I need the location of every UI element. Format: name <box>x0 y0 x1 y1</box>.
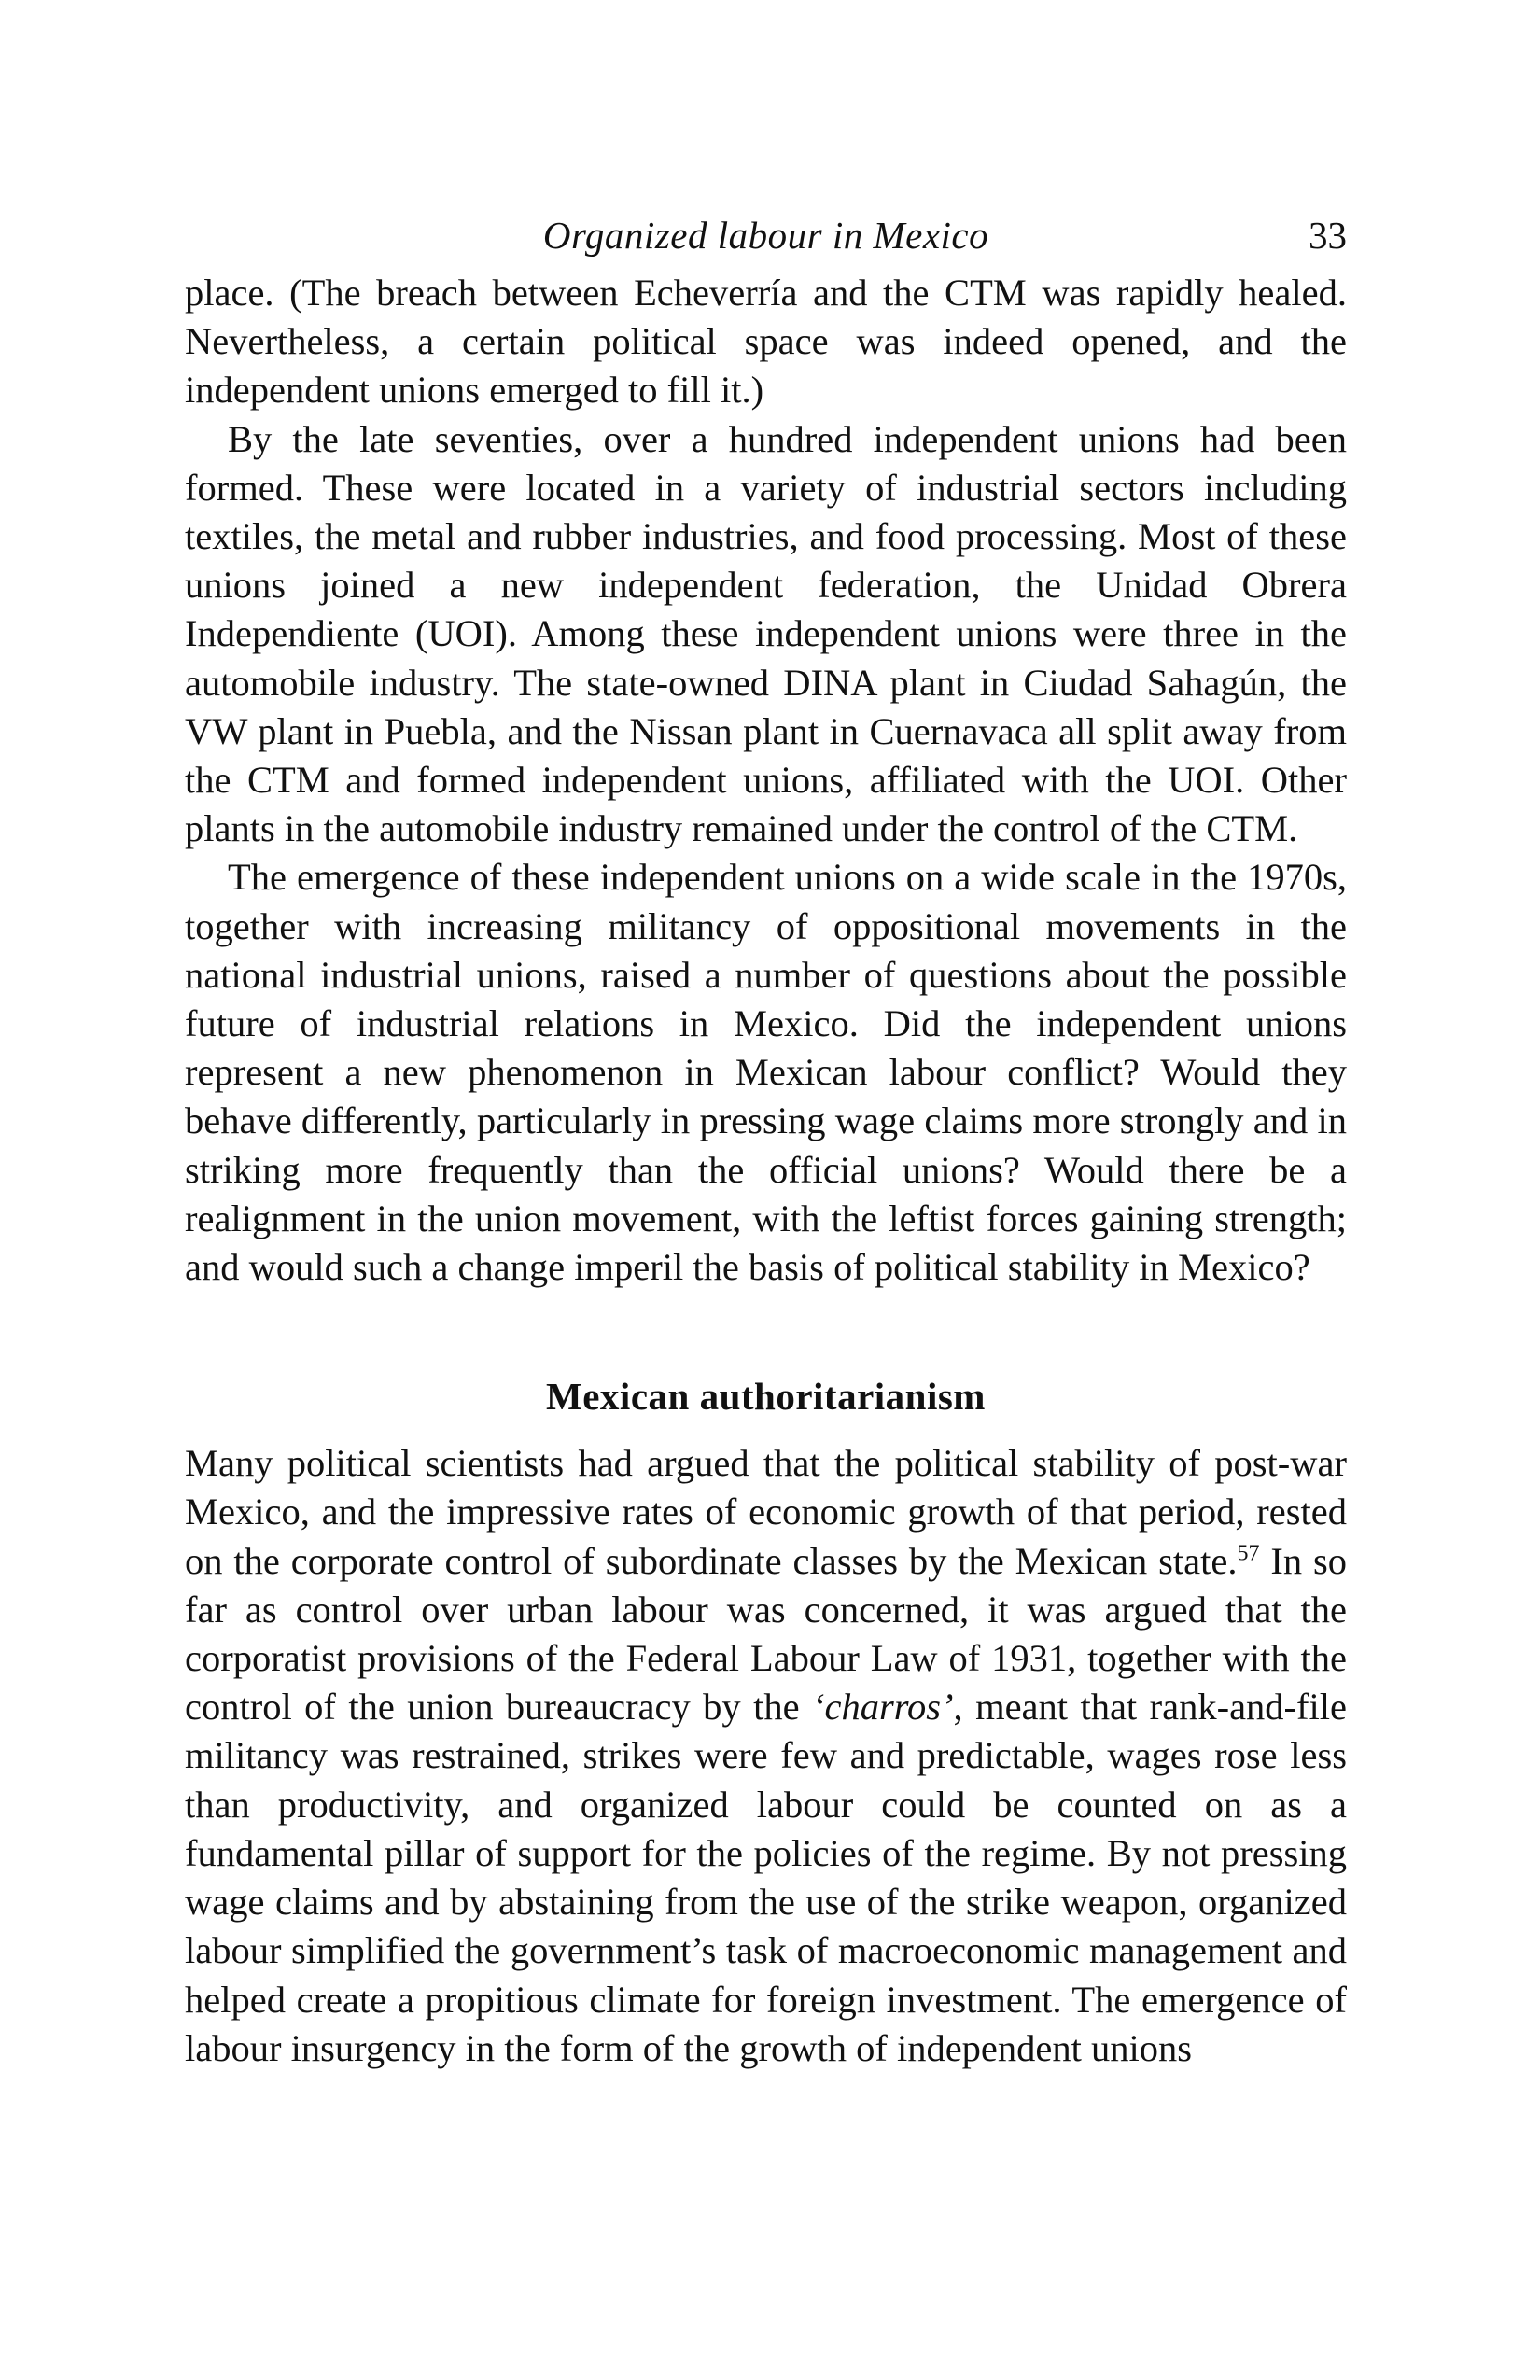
footnote-marker: 57 <box>1237 1541 1260 1566</box>
page-number: 33 <box>1309 214 1347 257</box>
paragraph-continuation: place. (The breach between Echeverría and the CTM was rapidly healed. Nevertheless, a certain political space was indeed opened, and the independent unions emerged to fill it.) <box>185 272 1347 412</box>
paragraph-text-part: , meant that rank-and-file militancy was restrained, strikes were few and predictable, wages rose less than productivity, and organized labour could be counted on as a fundamental pillar of support for the policies of the regime. By not pressing wage claims and by abstaining from the use of the strike weapon, organized labour simplified the government’s task of macroeconomic management and helped create a propitious climate for foreign investment. The emergence of labour insurgency in the form of the growth of independent unions <box>185 1686 1347 2069</box>
paragraph-authoritarianism <box>185 1439 1347 2073</box>
section-heading: Mexican authoritarianism <box>546 1375 986 1419</box>
paragraph-independent-unions: By the late seventies, over a hundred independent unions had been formed. These were located in a variety of industrial sectors including textiles, the metal and rubber industries, and food processing. Most of these unions joined a new independent federation, the Unidad Obrera Independiente (UOI). Among these independent unions were three in the automobile industry. The state-owned DINA plant in Ciudad Sahagún, the VW plant in Puebla, and the Nissan plant in Cuernavaca all split away from the CTM and formed independent unions, affiliated with the UOI. Other plants in the automobile industry remained under the control of the CTM. <box>185 417 1347 850</box>
running-title: Organized labour in Mexico <box>542 214 989 257</box>
running-head <box>185 213 1347 269</box>
paragraph-text-part: Many political scientists had argued that the political stability of post-war Mexico, and the impressive rates of economic growth of that period, rested on the corporate control of subordinate classes by the Mexican state. <box>185 1442 1347 1582</box>
paragraph-emergence-questions: The emergence of these independent unions on a wide scale in the 1970s, together with increasing militancy of oppositional movements in the national industrial unions, raised a number of questions about the possible future of industrial relations in Mexico. Did the independent unions represent a new phenomenon in Mexican labour conflict? Would they behave differently, particularly in pressing wage claims more strongly and in striking more frequently than the official unions? Would there be a realignment in the union movement, with the leftist forces gaining strength; and would such a change imperil the basis of political stability in Mexico? <box>185 856 1347 1289</box>
book-page <box>185 213 1347 2073</box>
paragraph-text-part: In so far as control over urban labour was concerned, it was argued that the corporatist provisions of the Federal Labour Law of 1931, together with the control of the union bureaucracy by the <box>185 1539 1347 1729</box>
italic-term: ‘charros’ <box>812 1686 954 1729</box>
